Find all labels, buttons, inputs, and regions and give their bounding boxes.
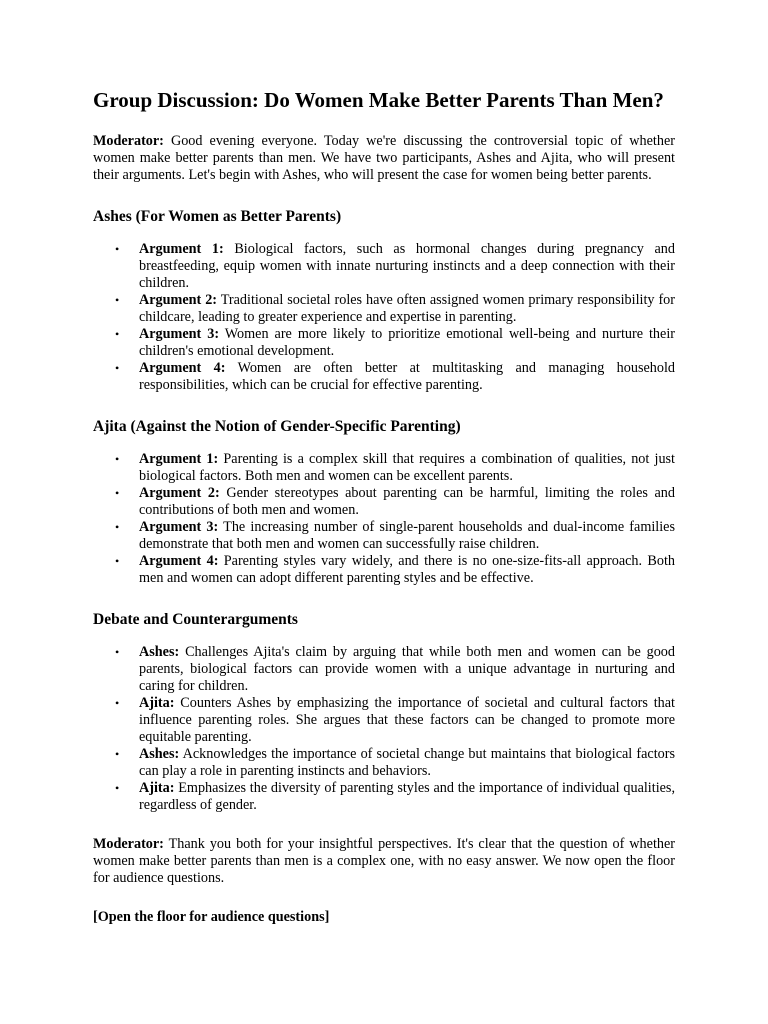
item-text: Parenting is a complex skill that requires a combination of qualities, not just biological factors. Both men and women can be excellent parents. [139, 451, 676, 484]
debate-list [93, 644, 675, 814]
moderator-outro-text: Thank you both for your insightful perspectives. It's clear that the question of whether women make better parents than men is a complex one, with no easy answer. We now open the floor for audience questions. [93, 836, 675, 886]
item-text: Challenges Ajita's claim by arguing that while both men and women can be good parents, biological factors can provide women with a unique advantage in nurturing and caring for children. [139, 644, 675, 694]
item-label: Ajita: [139, 780, 175, 796]
bullet-icon: • [115, 486, 120, 500]
bullet-icon: • [115, 520, 120, 534]
list-item [115, 326, 675, 360]
closing-note: [Open the floor for audience questions] [93, 909, 330, 925]
speaker-label: Moderator: [93, 133, 164, 149]
list-item [115, 519, 676, 553]
moderator-intro [93, 133, 675, 184]
list-item [115, 292, 675, 326]
bullet-icon: • [115, 781, 120, 795]
section-heading-ajita: Ajita (Against the Notion of Gender-Specific Parenting) [93, 418, 461, 435]
item-label: Argument 3: [139, 326, 220, 342]
bullet-icon: • [115, 452, 120, 466]
list-item [115, 695, 675, 746]
item-text: Gender stereotypes about parenting can be harmful, limiting the roles and contributions of both men and women. [139, 485, 675, 518]
bullet-icon: • [115, 293, 120, 307]
item-text: Women are more likely to prioritize emotional well-being and nurture their children's emotional development. [139, 326, 675, 359]
item-label: Argument 4: [139, 553, 219, 569]
item-label: Argument 1: [139, 241, 224, 257]
item-label: Argument 2: [139, 485, 220, 501]
list-item [115, 746, 675, 780]
bullet-icon: • [115, 645, 120, 659]
list-item [115, 241, 675, 292]
item-text: Counters Ashes by emphasizing the importance of societal and cultural factors that influence parenting roles. She argues that these factors can be changed to promote more equitable parenting. [139, 695, 675, 745]
item-text: Parenting styles vary widely, and there is no one-size-fits-all approach. Both men and women can adopt different parenting styles and be effective. [139, 553, 675, 586]
item-text: Emphasizes the diversity of parenting styles and the importance of individual qualities, regardless of gender. [139, 780, 675, 813]
item-text: Women are often better at multitasking and managing household responsibilities, which can be crucial for effective parenting. [139, 360, 675, 393]
list-item [115, 451, 676, 485]
bullet-icon: • [115, 327, 120, 341]
document-title: Group Discussion: Do Women Make Better Parents Than Men? [93, 88, 664, 112]
ajita-argument-list [93, 451, 675, 587]
item-label: Ashes: [139, 644, 180, 660]
item-text: Acknowledges the importance of societal change but maintains that biological factors can play a role in parenting instincts and behaviors. [139, 746, 675, 779]
item-label: Argument 3: [139, 519, 219, 535]
item-text: The increasing number of single-parent households and dual-income families demonstrate that both men and women can successfully raise children. [139, 519, 676, 552]
bullet-icon: • [115, 696, 120, 710]
item-label: Ajita: [139, 695, 175, 711]
list-item [115, 553, 675, 587]
item-text: Traditional societal roles have often assigned women primary responsibility for childcare, leading to greater experience and expertise in parenting. [139, 292, 675, 325]
item-label: Argument 2: [139, 292, 218, 308]
section-heading-ashes: Ashes (For Women as Better Parents) [93, 208, 342, 225]
list-item [115, 644, 675, 695]
item-label: Argument 4: [139, 360, 226, 376]
moderator-outro [93, 836, 675, 887]
ashes-argument-list [93, 241, 675, 394]
item-text: Biological factors, such as hormonal changes during pregnancy and breastfeeding, equip women with innate nurturing instincts and a deep connection with their children. [139, 241, 675, 291]
item-label: Argument 1: [139, 451, 219, 467]
speaker-label: Moderator: [93, 836, 164, 852]
bullet-icon: • [115, 554, 120, 568]
list-item [115, 485, 675, 519]
item-label: Ashes: [139, 746, 180, 762]
bullet-icon: • [115, 361, 120, 375]
bullet-icon: • [115, 747, 120, 761]
moderator-intro-text: Good evening everyone. Today we're discussing the controversial topic of whether women make better parents than men. We have two participants, Ashes and Ajita, who will present their arguments. Let's begin with Ashes, who will present the case for women being better parents. [93, 133, 675, 183]
list-item [115, 780, 675, 814]
list-item [115, 360, 675, 394]
bullet-icon: • [115, 242, 120, 256]
section-heading-debate: Debate and Counterarguments [93, 611, 298, 628]
